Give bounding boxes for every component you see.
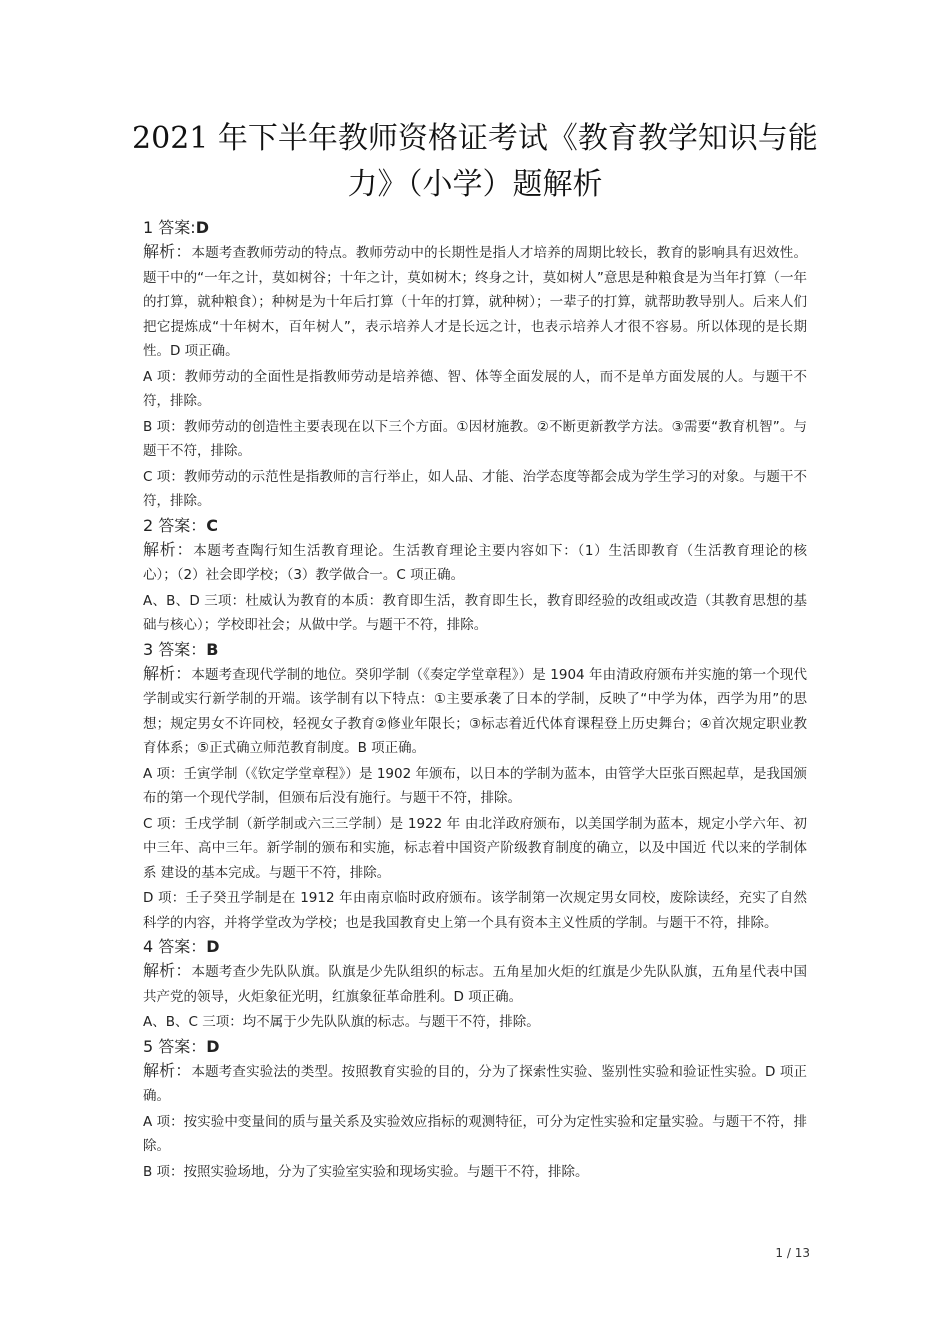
answer-heading (143, 216, 807, 240)
analysis-text (143, 240, 807, 364)
document-title (100, 116, 850, 208)
analysis-label: 解析： (143, 1060, 192, 1080)
question-number: 1 (143, 218, 154, 237)
question-block (143, 638, 807, 936)
question-block (143, 514, 807, 638)
option-explanation: C 项：壬戌学制（新学制或六三三学制）是 1922 年 由北洋政府颁布，以美国学制为蓝本，规定小学六年、初中三年、高中三年。新学制的颁布和实施，标志着中国资产阶级教育制度的确立，以及中国近 代以来的学制体系 建设的基本完成。与题干不符，排除。 (143, 815, 807, 881)
option-explanation: D 项：壬子癸丑学制是在 1912 年由南京临时政府颁布。该学制第一次规定男女同校，废除读经，充实了自然科学的内容，并将学堂改为学校；也是我国教育史上第一个具有资本主义性质的学制。与题干不符，排除。 (143, 890, 807, 931)
question-number: 5 (143, 1036, 154, 1056)
option-explanation: A 项：教师劳动的全面性是指教师劳动是培养德、智、体等全面发展的人，而不是单方面发展的人。与题干不符，排除。 (143, 368, 807, 409)
answer-heading (143, 638, 807, 662)
question-number: 3 (143, 639, 154, 659)
question-number: 2 (143, 515, 154, 535)
question-number: 4 (143, 937, 154, 956)
answer-value: D (206, 937, 220, 956)
analysis-body: 本题考查实验法的类型。按照教育实验的目的，分为了探索性实验、鉴别性实验和验证性实验。D 项正确。 (143, 1063, 807, 1104)
page-number: 1 / 13 (775, 1246, 810, 1260)
answer-prefix: 答案： (158, 1036, 207, 1056)
question-block (143, 216, 807, 514)
answer-heading (143, 935, 807, 959)
answer-value: D (195, 218, 209, 237)
answer-prefix: 答案： (158, 515, 207, 535)
answer-prefix: 答案: (158, 218, 196, 237)
analysis-body: 本题考查现代学制的地位。癸卯学制（《奏定学堂章程》）是 1904 年由清政府颁布并实施的第一个现代学制或实行新学制的开端。该学制有以下特点：①主要承袭了日本的学制，反映了“中学为体，西学为用”的思想；规定男女不许同校，轻视女子教育②修业年限长；③标志着近代体育课程登上历史舞台；④首次规定职业教育体系；⑤正式确立师范教育制度。B 项正确。 (143, 666, 807, 756)
title-line-2: 力》（小学）题解析 (347, 167, 603, 202)
option-explanation: C 项：教师劳动的示范性是指教师的言行举止，如人品、才能、治学态度等都会成为学生学习的对象。与题干不符，排除。 (143, 468, 807, 509)
answer-heading (143, 1035, 807, 1059)
answer-value: D (206, 1036, 220, 1056)
answer-prefix: 答案： (158, 937, 207, 956)
option-explanation: A 项：壬寅学制（《钦定学堂章程》）是 1902 年颁布，以日本的学制为蓝本，由管学大臣张百熙起草，是我国颁布的第一个现代学制，但颁布后没有施行。与题干不符，排除。 (143, 765, 807, 806)
option-explanation: A 项：按实验中变量间的质与量关系及实验效应指标的观测特征，可分为定性实验和定量实验。与题干不符，排除。 (143, 1113, 807, 1154)
title-line-1: 2021 年下半年教师资格证考试《教育教学知识与能 (132, 121, 818, 156)
analysis-label: 解析： (143, 242, 192, 261)
option-explanation: B 项：教师劳动的创造性主要表现在以下三个方面。①因材施教。②不断更新教学方法。③需要“教育机智”。与题干不符，排除。 (143, 418, 807, 459)
answer-heading (143, 514, 807, 538)
option-explanation: B 项：按照实验场地，分为了实验室实验和现场实验。与题干不符，排除。 (143, 1163, 589, 1180)
analysis-body: 本题考查陶行知生活教育理论。生活教育理论主要内容如下：（1）生活即教育（生活教育理论的核心）；（2）社会即学校；（3）教学做合一。C 项正确。 (143, 542, 807, 583)
answer-list (143, 216, 807, 1184)
answer-value: C (206, 515, 219, 535)
analysis-text (143, 959, 807, 1009)
analysis-body: 本题考查少先队队旗。队旗是少先队组织的标志。五角星加火炬的红旗是少先队队旗，五角星代表中国共产党的领导，火炬象征光明，红旗象征革命胜利。D 项正确。 (143, 964, 807, 1005)
answer-prefix: 答案： (158, 639, 207, 659)
analysis-body: 本题考查教师劳动的特点。教师劳动中的长期性是指人才培养的周期比较长，教育的影响具有迟效性。题干中的“一年之计，莫如树谷；十年之计，莫如树木；终身之计，莫如树人”意思是种粮食是为当年打算（一年的打算，就种粮食）；种树是为十年后打算（十年的打算，就种树）；一辈子的打算，就帮助教导别人。后来人们把它提炼成“十年树木，百年树人”，表示培养人才是长远之计，也表示培养人才很不容易。所以体现的是长期性。D 项正确。 (143, 245, 807, 359)
question-block (143, 1035, 807, 1185)
analysis-label: 解析： (143, 961, 192, 980)
analysis-text (143, 1059, 807, 1109)
option-explanation: A、B、C 三项：均不属于少先队队旗的标志。与题干不符，排除。 (143, 1014, 540, 1030)
answer-value: B (206, 639, 219, 659)
question-block (143, 935, 807, 1035)
option-explanation: A、B、D 三项：杜威认为教育的本质：教育即生活，教育即生长，教育即经验的改组或改造（其教育思想的基础与核心）；学校即社会；从做中学。与题干不符，排除。 (143, 592, 807, 633)
analysis-text (143, 538, 807, 588)
analysis-label: 解析： (143, 539, 194, 559)
analysis-label: 解析： (143, 663, 192, 683)
analysis-text (143, 662, 807, 761)
